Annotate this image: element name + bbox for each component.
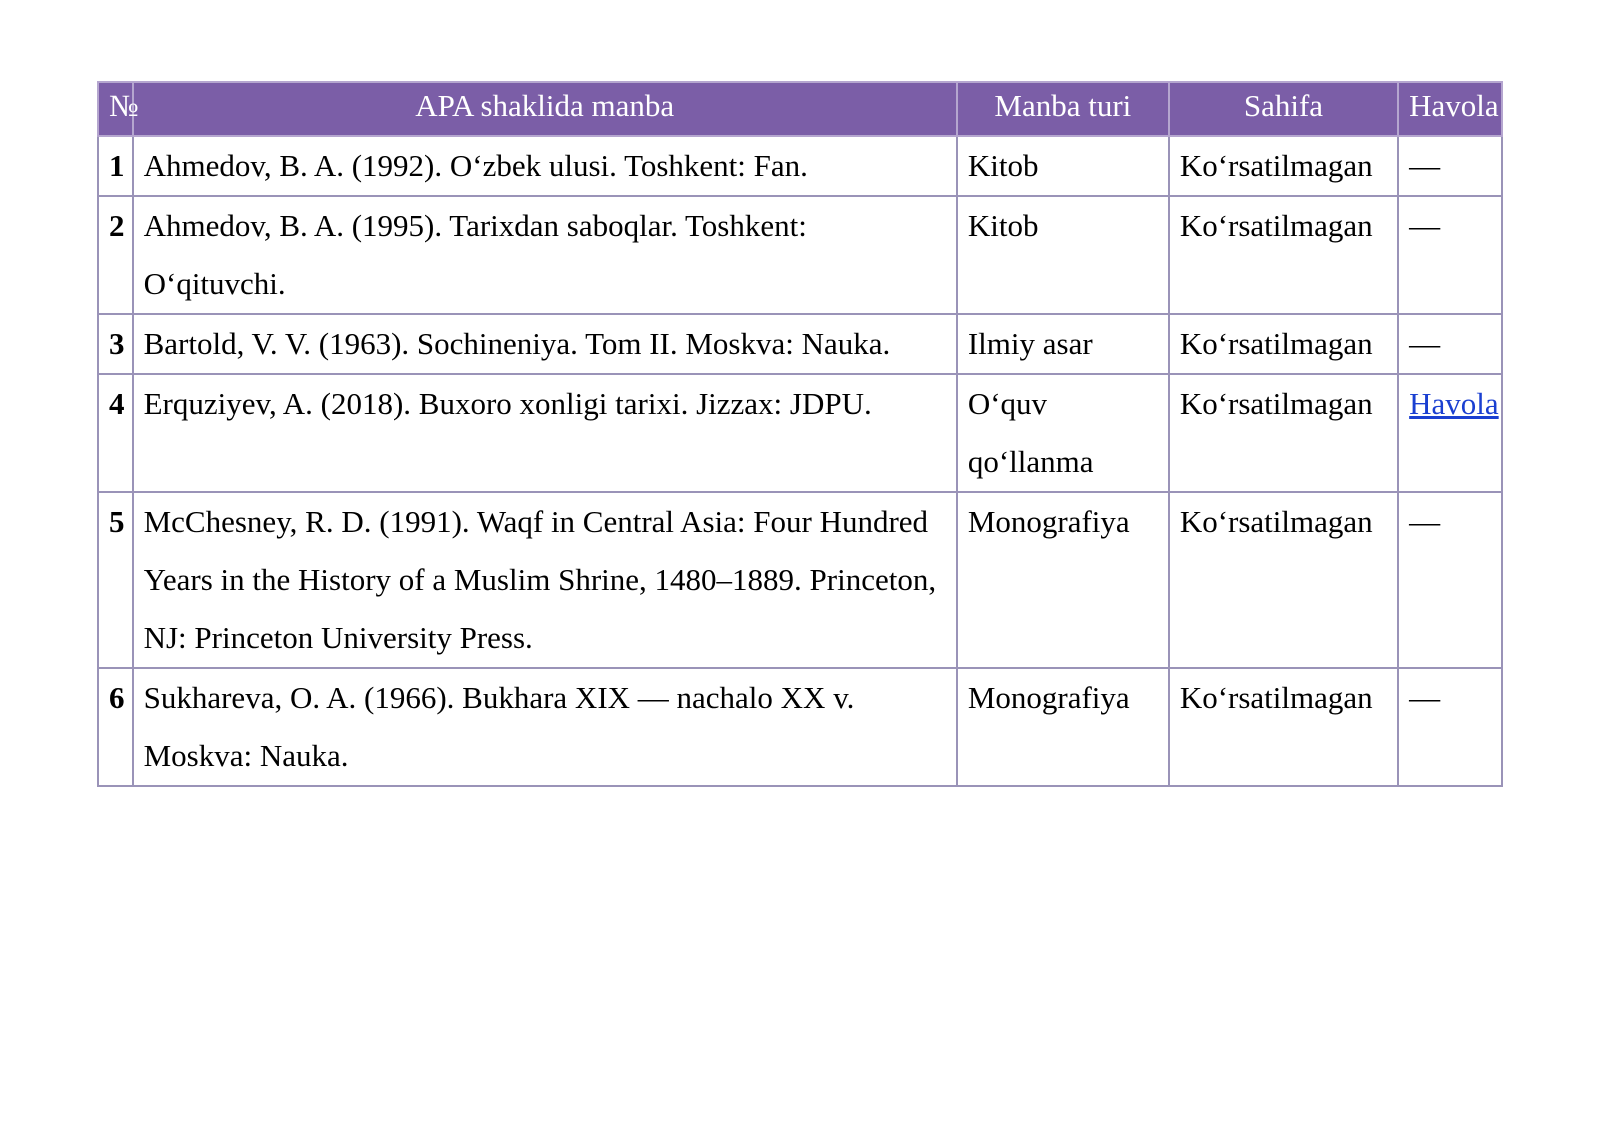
table-row <box>98 314 1502 374</box>
type-cell: Ilmiy asar <box>957 314 1169 374</box>
link-cell <box>1398 374 1502 492</box>
table-row <box>98 668 1502 786</box>
source-cell: Ahmedov, B. A. (1995). Tarixdan saboqlar. Toshkent: O‘qituvchi. <box>133 196 957 314</box>
row-number: 2 <box>98 196 133 314</box>
header-row <box>98 82 1502 136</box>
page-cell: Ko‘rsatilmagan <box>1169 136 1398 196</box>
header-page: Sahifa <box>1169 82 1398 136</box>
row-number: 5 <box>98 492 133 668</box>
page-cell: Ko‘rsatilmagan <box>1169 374 1398 492</box>
page-cell: Ko‘rsatilmagan <box>1169 492 1398 668</box>
page-cell: Ko‘rsatilmagan <box>1169 314 1398 374</box>
source-cell: Ahmedov, B. A. (1992). O‘zbek ulusi. Toshkent: Fan. <box>133 136 957 196</box>
header-link: Havola <box>1398 82 1502 136</box>
type-cell: Monografiya <box>957 668 1169 786</box>
page-cell: Ko‘rsatilmagan <box>1169 196 1398 314</box>
type-cell: Monografiya <box>957 492 1169 668</box>
table-body <box>98 136 1502 786</box>
table-row <box>98 492 1502 668</box>
document-page <box>97 81 1503 787</box>
link-cell: — <box>1398 314 1502 374</box>
header-number: № <box>98 82 133 136</box>
type-cell: O‘quv qo‘llanma <box>957 374 1169 492</box>
type-cell: Kitob <box>957 136 1169 196</box>
source-cell: McChesney, R. D. (1991). Waqf in Central Asia: Four Hundred Years in the History of a Muslim Shrine, 1480–1889. Princeton, NJ: Princeton University Press. <box>133 492 957 668</box>
link-cell: — <box>1398 136 1502 196</box>
link-cell: — <box>1398 196 1502 314</box>
source-cell: Bartold, V. V. (1963). Sochineniya. Tom II. Moskva: Nauka. <box>133 314 957 374</box>
row-number: 6 <box>98 668 133 786</box>
header-apa-source: APA shaklida manba <box>133 82 957 136</box>
page-cell: Ko‘rsatilmagan <box>1169 668 1398 786</box>
row-number: 4 <box>98 374 133 492</box>
source-cell: Sukhareva, O. A. (1966). Bukhara XIX — nachalo XX v. Moskva: Nauka. <box>133 668 957 786</box>
table-header <box>98 82 1502 136</box>
type-cell: Kitob <box>957 196 1169 314</box>
link-cell: — <box>1398 668 1502 786</box>
row-number: 1 <box>98 136 133 196</box>
link-cell: — <box>1398 492 1502 668</box>
table-row <box>98 196 1502 314</box>
table-row <box>98 374 1502 492</box>
header-source-type: Manba turi <box>957 82 1169 136</box>
row-number: 3 <box>98 314 133 374</box>
source-cell: Erquziyev, A. (2018). Buxoro xonligi tarixi. Jizzax: JDPU. <box>133 374 957 492</box>
references-table <box>97 81 1503 787</box>
havola-link[interactable]: Havola <box>1409 386 1499 421</box>
table-row <box>98 136 1502 196</box>
